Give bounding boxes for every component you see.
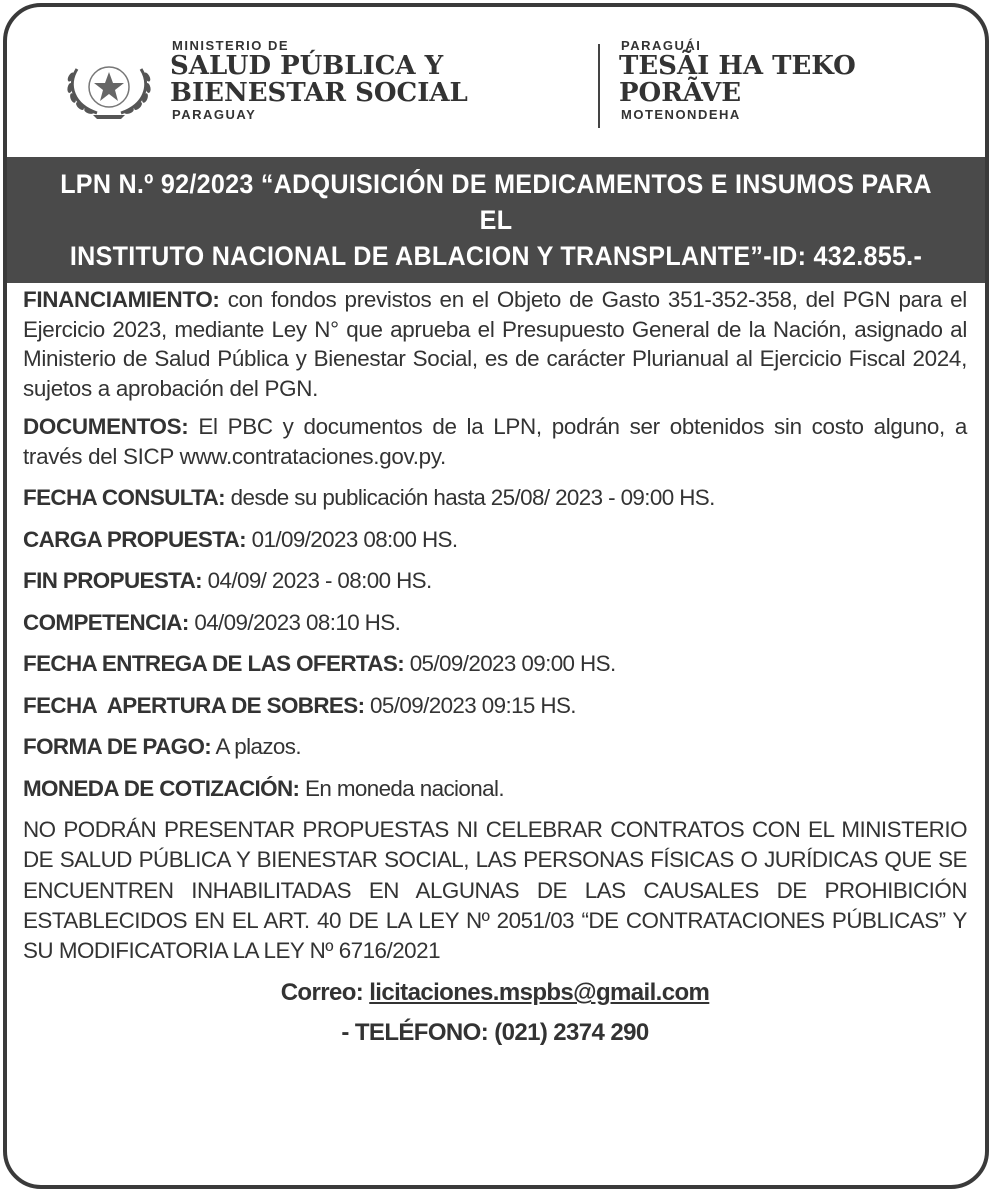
financiamiento-label: FINANCIAMIENTO: [23, 287, 220, 312]
fecha-entrega-label: FECHA ENTREGA DE LAS OFERTAS: [23, 651, 405, 676]
tender-title [41, 166, 951, 274]
advertisement-frame [3, 3, 989, 1189]
contact-email-link[interactable]: licitaciones.mspbs@gmail.com [369, 979, 710, 1007]
fecha-consulta-value: desde su publicación hasta 25/08/ 2023 - 09:00 HS. [225, 485, 715, 510]
competencia-row [23, 608, 967, 638]
ministry-top-label: MINISTERIO DE [172, 38, 290, 53]
competencia-label: COMPETENCIA: [23, 609, 189, 635]
documentos-label: DOCUMENTOS: [23, 414, 189, 439]
carga-propuesta-row [23, 525, 967, 555]
ministry-name-line2: BIENESTAR SOCIAL [170, 78, 468, 108]
ministry-country-label: PARAGUAY [172, 107, 257, 122]
guarani-name-line2: PORÃVE [619, 78, 742, 108]
ministry-name-block [170, 38, 468, 122]
carga-propuesta-value: 01/09/2023 08:00 HS. [246, 526, 458, 552]
fecha-apertura-label: FECHA APERTURA DE SOBRES: [23, 692, 365, 718]
ministry-name-line1: SALUD PÚBLICA Y [170, 51, 444, 81]
guarani-bottom-label: MOTENONDEHA [621, 107, 741, 122]
contact-phone-row: - TELÉFONO: (021) 2374 290 [341, 1019, 649, 1047]
laurel-star-emblem-icon [63, 55, 155, 121]
forma-pago-row [23, 732, 967, 762]
moneda-row [23, 774, 967, 804]
competencia-value: 04/09/2023 08:10 HS. [188, 609, 401, 635]
fecha-entrega-row [23, 649, 967, 679]
documentos-paragraph [23, 412, 967, 471]
financiamiento-text: con fondos previstos en el Objeto de Gasto 351-352-358, del PGN para el Ejercicio 2023, mediante Ley N° que aprueba el Presupuesto General de la Nación, asignado al Ministerio de Salud Pública y Bienestar Social, es de carácter Plurianual al Ejercicio Fiscal 2024, sujetos a aprobación del PGN. [23, 287, 967, 401]
documentos-text: El PBC y documentos de la LPN, podrán ser obtenidos sin costo alguno, a través del SICP www.contrataciones.gov.py. [23, 414, 967, 469]
prohibition-notice: NO PODRÁN PRESENTAR PROPUESTAS NI CELEBRAR CONTRATOS CON EL MINISTERIO DE SALUD PÚBLICA Y BIENESTAR SOCIAL, LAS PERSONAS FÍSICAS O JURÍDICAS QUE SE ENCUENTREN INHABILITADAS EN ALGUNAS DE LAS CAUSALES DE PROHIBICIÓN ESTABLECIDOS EN EL ART. 40 DE LA LEY Nº 2051/03 “DE CONTRATACIONES PÚBLICAS” Y SU MODIFICATORIA LA LEY Nº 6716/2021 [23, 817, 967, 964]
tender-title-line2: INSTITUTO NACIONAL DE ABLACION Y TRANSPLANTE”-ID: 432.855.- [69, 241, 923, 271]
header-divider [598, 44, 600, 128]
carga-propuesta-label: CARGA PROPUESTA: [23, 526, 247, 552]
contact-email-row [23, 976, 967, 1010]
fecha-apertura-row [23, 691, 967, 721]
moneda-label: MONEDA DE COTIZACIÓN: [23, 775, 300, 801]
guarani-name-block [619, 38, 856, 122]
fecha-consulta-label: FECHA CONSULTA: [23, 485, 226, 510]
fecha-apertura-value: 05/09/2023 09:15 HS. [364, 692, 576, 718]
fecha-entrega-value: 05/09/2023 09:00 HS. [404, 651, 616, 676]
moneda-value: En moneda nacional. [299, 775, 504, 801]
tender-title-line1: LPN N.º 92/2023 “ADQUISICIÓN DE MEDICAMENTOS E INSUMOS PARA EL [60, 169, 932, 235]
fin-propuesta-value: 04/09/ 2023 - 08:00 HS. [202, 568, 432, 593]
forma-pago-value: A plazos. [211, 734, 301, 759]
financiamiento-paragraph [23, 285, 967, 403]
tender-title-bar [7, 157, 985, 283]
fin-propuesta-label: FIN PROPUESTA: [23, 568, 203, 593]
guarani-top-label: PARAGUÁI [621, 38, 702, 53]
forma-pago-label: FORMA DE PAGO: [23, 734, 212, 759]
guarani-name-line1: TESÃI HA TEKO [619, 51, 856, 81]
fin-propuesta-row [23, 566, 967, 596]
fecha-consulta-row [23, 483, 967, 513]
contact-email-label: Correo: [280, 979, 370, 1007]
ministry-header [7, 7, 985, 157]
tender-details [23, 285, 967, 1050]
